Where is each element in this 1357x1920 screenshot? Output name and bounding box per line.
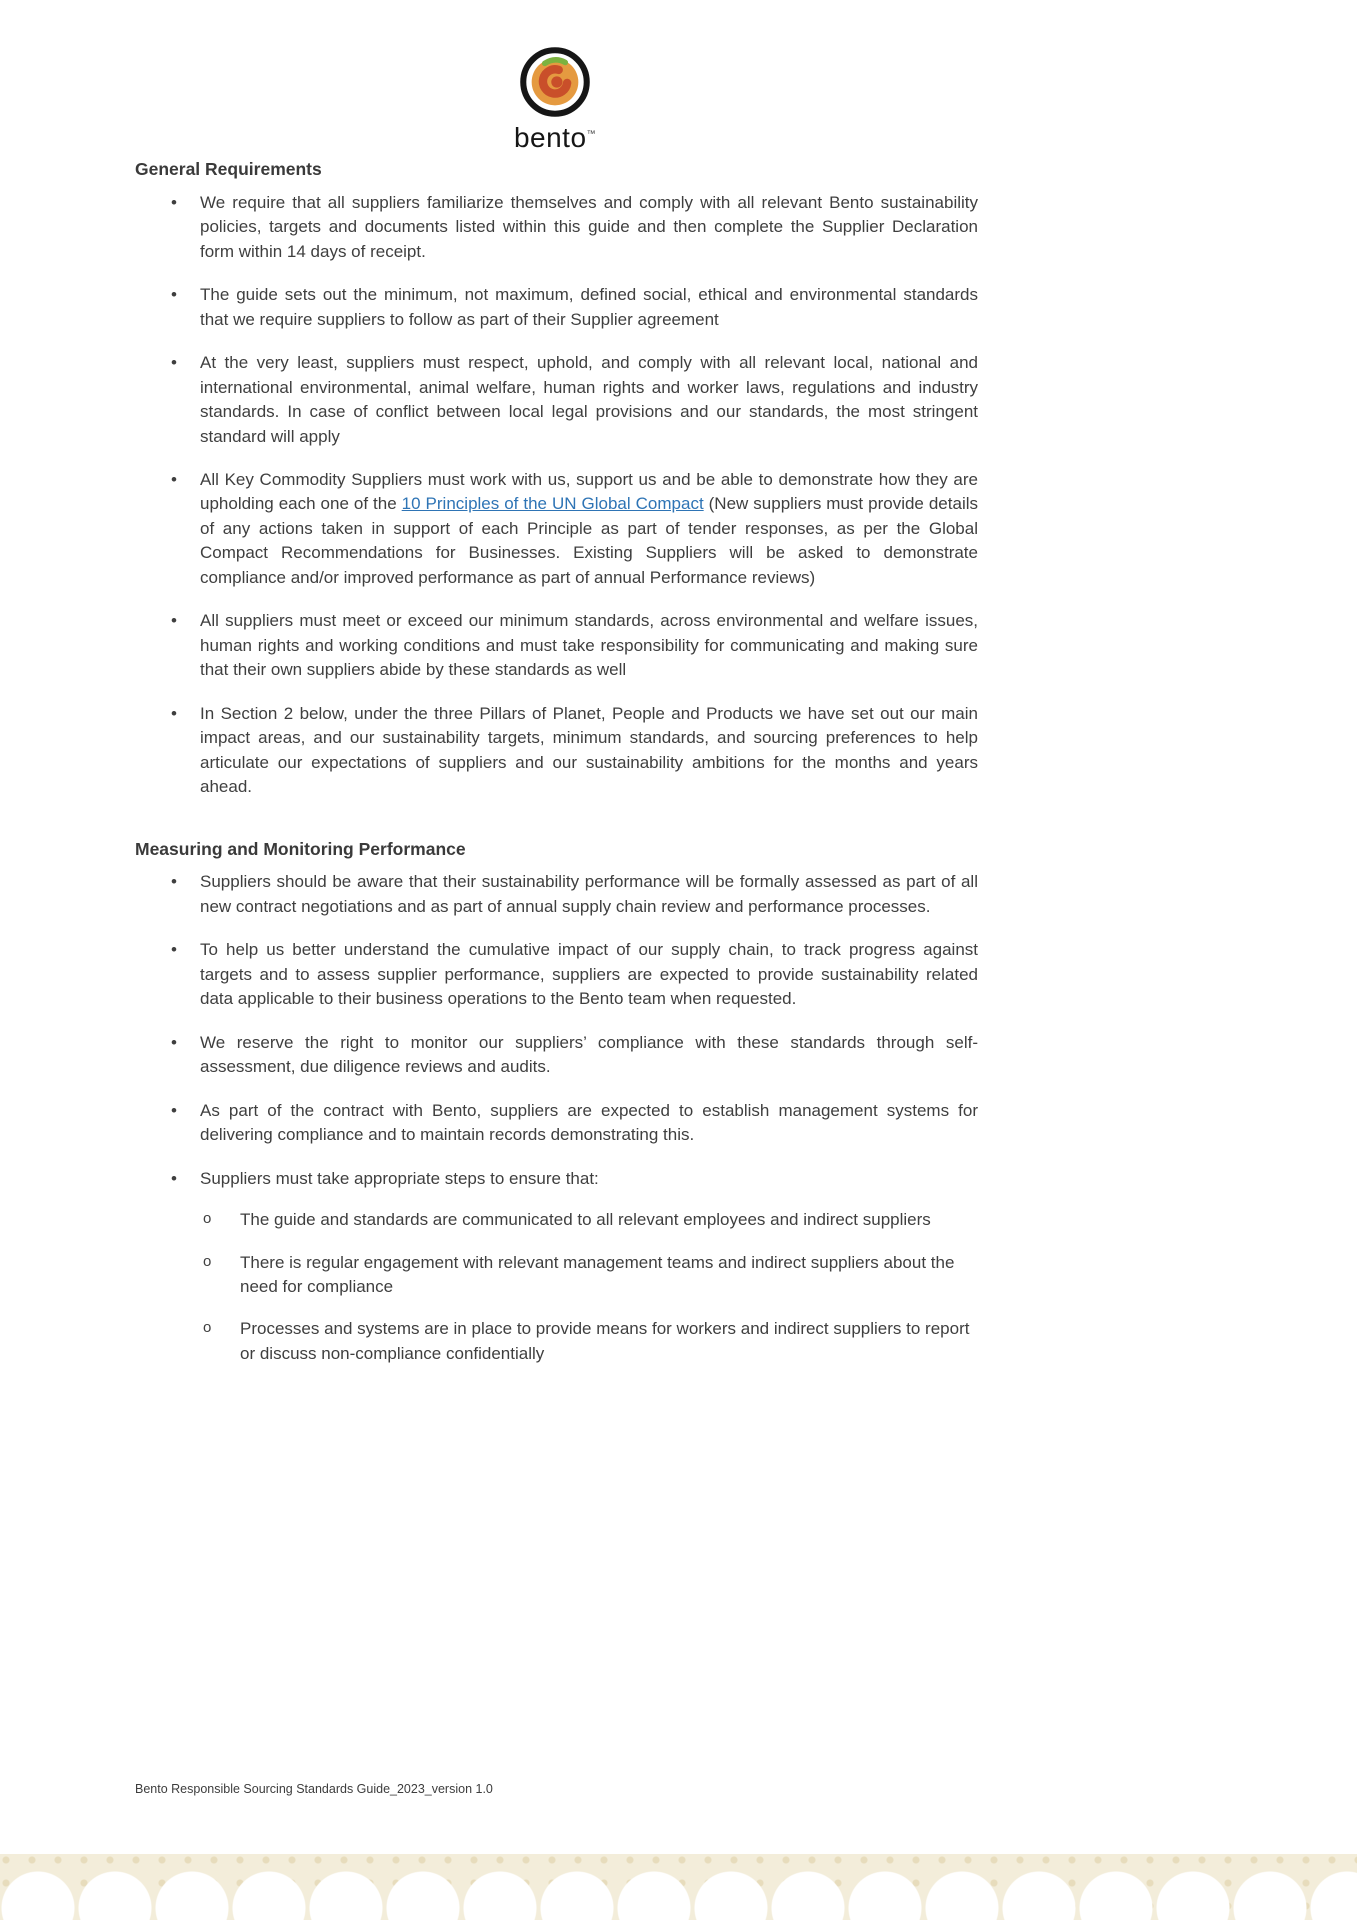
bullet-item [135,1167,978,1367]
scallop-border-decoration [0,1854,1357,1920]
document-body [135,158,978,1404]
bullet-item [135,1099,978,1148]
bullet-text: The guide sets out the minimum, not maximum, defined social, ethical and environmental standards that we require suppliers to follow as part of their Supplier agreement [200,285,978,329]
un-global-compact-link[interactable]: 10 Principles of the UN Global Compact [401,494,704,514]
bullet-item [135,702,978,800]
bullet-item [135,468,978,590]
bullet-item [135,870,978,919]
general-requirements-list [135,191,978,800]
document-footer: Bento Responsible Sourcing Standards Guide_2023_version 1.0 [135,1782,493,1796]
bullet-text: (New suppliers must provide details of any actions taken in support of each Principle as part of tender responses, as per the Global Compact Recommendations for Businesses. Existing Suppliers will be asked to demonstrate compliance and/or improved performance as part of annual Performance reviews) [200,494,978,587]
bento-logo-icon [513,40,597,124]
bullet-text: In Section 2 below, under the three Pillars of Planet, People and Products we have set out our main impact areas, and our sustainability targets, minimum standards, and sourcing preferences to help articulate our expectations of suppliers and our sustainability ambitions for the months and years ahead. [200,703,978,797]
sub-bullet-text: Processes and systems are in place to provide means for workers and indirect suppliers to report or discuss non-compliance confidentially [240,1319,970,1363]
bullet-text: Suppliers must take appropriate steps to ensure that: [200,1168,599,1188]
sub-bullet-text: The guide and standards are communicated to all relevant employees and indirect suppliers [240,1210,931,1230]
bullet-text: Suppliers should be aware that their sustainability performance will be formally assessed as part of all new contract negotiations and as part of annual supply chain review and performance processes. [200,872,978,916]
bullet-text: At the very least, suppliers must respect, uphold, and comply with all relevant local, national and international environmental, animal welfare, human rights and worker laws, regulations and industry standards. In case of conflict between local legal provisions and our standards, the most stringent standard will apply [200,353,978,446]
sub-bullet-item [200,1251,978,1300]
section-heading-general-requirements: General Requirements [135,159,322,179]
sub-bullet-item [200,1208,978,1232]
trademark-symbol: ™ [586,128,597,139]
bullet-text: As part of the contract with Bento, suppliers are expected to establish management systems for delivering compliance and to maintain records demonstrating this. [200,1100,978,1145]
bullet-text: All suppliers must meet or exceed our minimum standards, across environmental and welfare issues, human rights and working conditions and must take responsibility for communicating and making sure that their own suppliers abide by these standards as well [200,611,978,680]
bullet-text: All Key Commodity Suppliers must work with us, support us and be able to demonstrate how they are upholding each one of the [200,469,978,514]
bullet-item [135,938,978,1011]
bullet-text: We reserve the right to monitor our suppliers’ compliance with these standards through self-assessment, due diligence reviews and audits. [200,1032,978,1077]
bullet-item [135,1031,978,1080]
sub-bullet-item [200,1317,978,1366]
bullet-text: To help us better understand the cumulative impact of our supply chain, to track progress against targets and to assess supplier performance, suppliers are expected to provide sustainability related data applicable to their business operations to the Bento team when requested. [200,940,978,1009]
bullet-item [135,351,978,449]
bullet-item [135,191,978,264]
bento-wordmark-text: bento [513,122,587,153]
ensure-steps-sublist [200,1208,978,1366]
bullet-text: We require that all suppliers familiarize themselves and comply with all relevant Bento sustainability policies, targets and documents listed within this guide and then complete the Supplier Declaration form within 14 days of receipt. [200,192,978,261]
bullet-item [135,283,978,332]
bento-wordmark [495,124,615,152]
measuring-monitoring-list [135,870,978,1366]
bento-logo [495,40,615,152]
sub-bullet-text: There is regular engagement with relevant management teams and indirect suppliers about the need for compliance [240,1252,955,1296]
section-heading-measuring-monitoring: Measuring and Monitoring Performance [135,838,466,859]
bullet-item [135,609,978,682]
